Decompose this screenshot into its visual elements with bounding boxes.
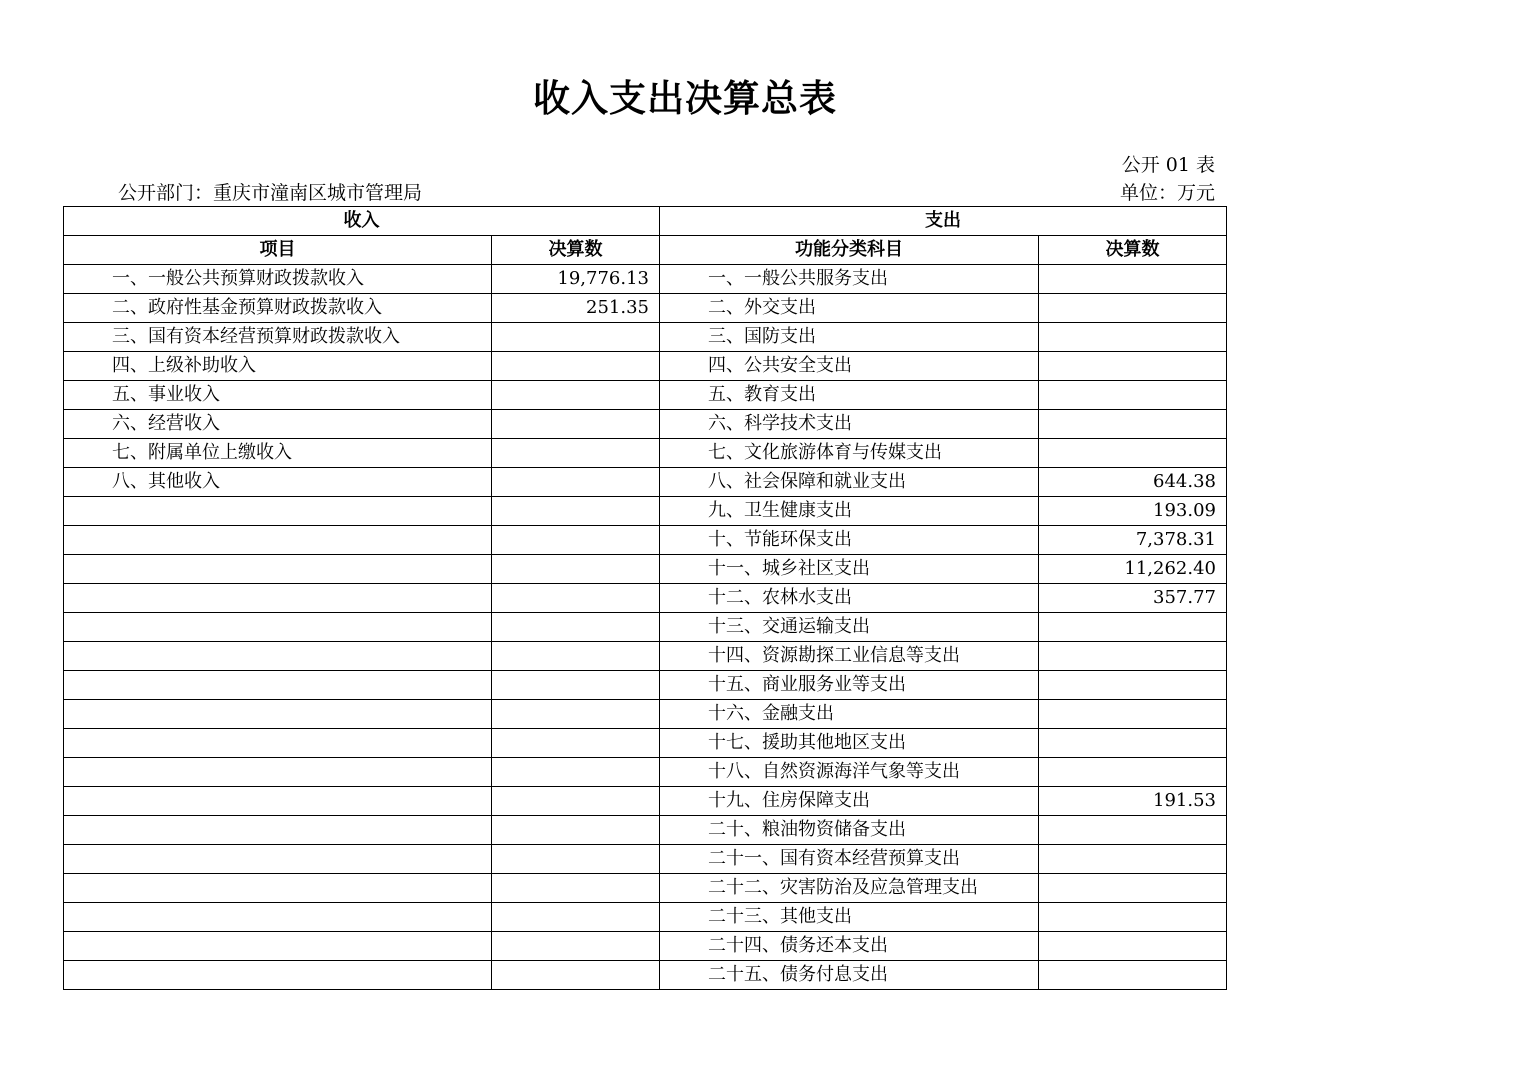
table-row [64,294,1227,323]
income-item-cell: 二、政府性基金预算财政拨款收入 [64,294,492,323]
expense-amount-cell [1039,439,1227,468]
income-item-cell [64,700,492,729]
income-amount-cell: 19,776.13 [492,265,660,294]
expense-item-cell: 三、国防支出 [660,323,1039,352]
expense-amount-cell [1039,816,1227,845]
income-amount-cell [492,816,660,845]
income-amount-cell [492,671,660,700]
expense-amount-cell [1039,265,1227,294]
expense-item-cell: 二十三、其他支出 [660,903,1039,932]
expense-item-cell: 十一、城乡社区支出 [660,555,1039,584]
expense-item-cell: 十三、交通运输支出 [660,613,1039,642]
expense-amount-header: 决算数 [1039,236,1227,265]
expense-item-cell: 二十一、国有资本经营预算支出 [660,845,1039,874]
expense-amount-cell [1039,758,1227,787]
income-amount-cell [492,439,660,468]
income-amount-cell [492,874,660,903]
expense-item-cell: 八、社会保障和就业支出 [660,468,1039,497]
income-item-cell [64,903,492,932]
expense-item-cell: 十九、住房保障支出 [660,787,1039,816]
income-item-cell [64,932,492,961]
income-item-header: 项目 [64,236,492,265]
expense-item-cell: 二十四、债务还本支出 [660,932,1039,961]
expense-amount-cell [1039,294,1227,323]
expense-item-cell: 二十二、灾害防治及应急管理支出 [660,874,1039,903]
income-amount-cell [492,584,660,613]
income-item-cell: 七、附属单位上缴收入 [64,439,492,468]
expense-item-cell: 五、教育支出 [660,381,1039,410]
table-row [64,265,1227,294]
table-row [64,555,1227,584]
expense-item-cell: 十二、农林水支出 [660,584,1039,613]
income-item-cell [64,642,492,671]
income-item-cell: 一、一般公共预算财政拨款收入 [64,265,492,294]
income-item-cell [64,729,492,758]
expense-item-header: 功能分类科目 [660,236,1039,265]
income-item-cell [64,497,492,526]
income-item-cell [64,758,492,787]
income-amount-cell [492,961,660,990]
income-item-cell [64,845,492,874]
expense-item-cell: 二十、粮油物资储备支出 [660,816,1039,845]
table-row [64,439,1227,468]
income-amount-cell [492,410,660,439]
table-row [64,323,1227,352]
expense-amount-cell: 357.77 [1039,584,1227,613]
table-row [64,932,1227,961]
table-row [64,497,1227,526]
income-amount-header: 决算数 [492,236,660,265]
expense-amount-cell: 193.09 [1039,497,1227,526]
table-row [64,410,1227,439]
income-amount-cell [492,700,660,729]
income-amount-cell: 251.35 [492,294,660,323]
expense-amount-cell [1039,903,1227,932]
income-amount-cell [492,932,660,961]
income-item-cell [64,787,492,816]
income-amount-cell [492,787,660,816]
expense-amount-cell [1039,729,1227,758]
page-title: 收入支出决算总表 [533,77,837,120]
column-header-row [64,236,1227,265]
group-header-row [64,207,1227,236]
table-number: 公开 01 表 [1121,154,1215,176]
income-amount-cell [492,381,660,410]
table-row [64,729,1227,758]
income-item-cell [64,961,492,990]
table-row [64,584,1227,613]
table-row [64,961,1227,990]
expense-item-cell: 七、文化旅游体育与传媒支出 [660,439,1039,468]
table-row [64,671,1227,700]
expense-item-cell: 四、公共安全支出 [660,352,1039,381]
income-amount-cell [492,352,660,381]
expense-item-cell: 二、外交支出 [660,294,1039,323]
expense-amount-cell: 11,262.40 [1039,555,1227,584]
expense-item-cell: 十六、金融支出 [660,700,1039,729]
income-item-cell: 三、国有资本经营预算财政拨款收入 [64,323,492,352]
income-amount-cell [492,323,660,352]
table-row [64,526,1227,555]
income-item-cell: 六、经营收入 [64,410,492,439]
expense-amount-cell: 191.53 [1039,787,1227,816]
expense-amount-cell [1039,961,1227,990]
expense-amount-cell [1039,700,1227,729]
income-item-cell [64,526,492,555]
income-amount-cell [492,526,660,555]
expense-amount-cell: 644.38 [1039,468,1227,497]
expense-item-cell: 一、一般公共服务支出 [660,265,1039,294]
table-row [64,381,1227,410]
table-row [64,874,1227,903]
table-row [64,700,1227,729]
income-amount-cell [492,845,660,874]
income-item-cell [64,816,492,845]
expense-item-cell: 十七、援助其他地区支出 [660,729,1039,758]
income-item-cell [64,671,492,700]
income-amount-cell [492,758,660,787]
table-row [64,613,1227,642]
income-item-cell: 四、上级补助收入 [64,352,492,381]
income-item-cell: 五、事业收入 [64,381,492,410]
expense-amount-cell [1039,845,1227,874]
expense-item-cell: 九、卫生健康支出 [660,497,1039,526]
table-row [64,816,1227,845]
table-row [64,642,1227,671]
expense-amount-cell [1039,932,1227,961]
income-item-cell: 八、其他收入 [64,468,492,497]
table-row [64,468,1227,497]
expense-item-cell: 十八、自然资源海洋气象等支出 [660,758,1039,787]
income-group-header: 收入 [64,207,660,236]
table-row [64,758,1227,787]
table-row [64,903,1227,932]
expense-amount-cell [1039,410,1227,439]
table-row [64,845,1227,874]
expense-amount-cell [1039,381,1227,410]
income-expense-table [63,206,1227,990]
table-row [64,352,1227,381]
expense-amount-cell [1039,671,1227,700]
income-item-cell [64,613,492,642]
income-amount-cell [492,729,660,758]
unit-label: 单位：万元 [1119,182,1215,204]
expense-item-cell: 六、科学技术支出 [660,410,1039,439]
department-label: 公开部门：重庆市潼南区城市管理局 [118,182,423,204]
expense-group-header: 支出 [660,207,1227,236]
income-item-cell [64,874,492,903]
income-item-cell [64,555,492,584]
table-row [64,787,1227,816]
expense-item-cell: 十五、商业服务业等支出 [660,671,1039,700]
expense-amount-cell [1039,613,1227,642]
income-amount-cell [492,555,660,584]
income-amount-cell [492,468,660,497]
expense-amount-cell [1039,874,1227,903]
expense-item-cell: 二十五、债务付息支出 [660,961,1039,990]
income-amount-cell [492,642,660,671]
expense-item-cell: 十四、资源勘探工业信息等支出 [660,642,1039,671]
income-item-cell [64,584,492,613]
expense-item-cell: 十、节能环保支出 [660,526,1039,555]
expense-amount-cell [1039,352,1227,381]
expense-amount-cell: 7,378.31 [1039,526,1227,555]
income-amount-cell [492,497,660,526]
expense-amount-cell [1039,642,1227,671]
income-amount-cell [492,903,660,932]
expense-amount-cell [1039,323,1227,352]
income-amount-cell [492,613,660,642]
